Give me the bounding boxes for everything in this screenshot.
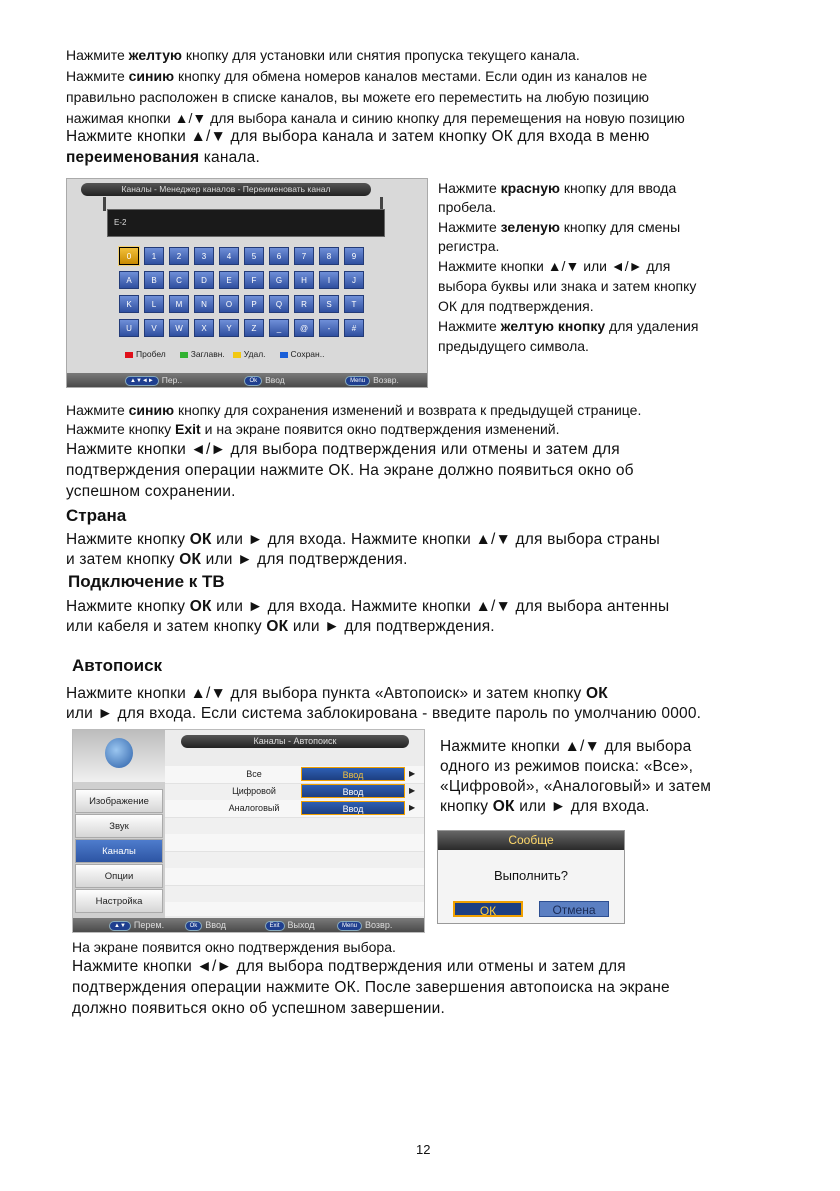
search-row-all[interactable]: Все Ввод ▶ — [246, 769, 416, 780]
text-line: должно появиться окно об успешном завершении. — [72, 1000, 446, 1017]
text-line: Нажмите красную кнопку для ввода — [438, 180, 677, 196]
keyboard-key[interactable]: 3 — [194, 247, 214, 265]
legend-save: Сохран.. — [280, 349, 325, 359]
text-line: На экране появится окно подтверждения выбора. — [72, 939, 396, 955]
text-line: Нажмите кнопку ОК или ► для входа. Нажмите кнопки ▲/▼ для выбора страны — [66, 531, 660, 548]
enter-button[interactable]: Ввод — [301, 801, 405, 815]
text-line: и затем кнопку ОК или ► для подтверждения. — [66, 551, 408, 568]
keyboard-key[interactable]: J — [344, 271, 364, 289]
keyboard-key[interactable]: X — [194, 319, 214, 337]
text-line: предыдущего символа. — [438, 338, 589, 354]
channel-name-field[interactable]: E-2 — [107, 209, 385, 237]
keyboard-key[interactable]: 5 — [244, 247, 264, 265]
keyboard-key[interactable]: F — [244, 271, 264, 289]
page-number: 12 — [416, 1142, 431, 1157]
red-key-icon — [125, 352, 133, 358]
text-line: Нажмите кнопку ОК или ► для входа. Нажмите кнопки ▲/▼ для выбора антенны — [66, 598, 670, 615]
arrows-pill-icon: ▲▼◄► — [125, 376, 159, 386]
section-heading-tv-connection: Подключение к ТВ — [68, 572, 225, 591]
keyboard-key[interactable]: E — [219, 271, 239, 289]
keyboard-key[interactable]: M — [169, 295, 189, 313]
sidebar-item-sound[interactable]: Звук — [75, 814, 163, 838]
confirm-dialog — [437, 830, 625, 924]
keyboard-key[interactable]: _ — [269, 319, 289, 337]
keyboard-key[interactable]: A — [119, 271, 139, 289]
section-heading-autosearch: Автопоиск — [72, 656, 163, 675]
keyboard-key[interactable]: L — [144, 295, 164, 313]
keyboard-key[interactable]: # — [344, 319, 364, 337]
settings-sidebar — [73, 730, 165, 918]
keyboard-key[interactable]: K — [119, 295, 139, 313]
keyboard-key[interactable]: Z — [244, 319, 264, 337]
text-line: переименования канала. — [66, 149, 261, 166]
screen-footer: ▲▼◄► Пер.. Ok Ввод Menu Возвр. — [67, 373, 427, 387]
keyboard-key[interactable]: 4 — [219, 247, 239, 265]
text-line: Нажмите кнопки ◄/► для выбора подтверждения или отмены и затем для — [72, 958, 626, 975]
color-key-legend — [125, 349, 324, 359]
keyboard-key[interactable]: V — [144, 319, 164, 337]
ok-button[interactable]: ОК — [453, 901, 523, 917]
keyboard-key[interactable]: C — [169, 271, 189, 289]
sidebar-item-options[interactable]: Опции — [75, 864, 163, 888]
keyboard-key[interactable]: 8 — [319, 247, 339, 265]
section-heading-country: Страна — [66, 506, 127, 525]
search-row-analog[interactable]: Аналоговый Ввод ▶ — [228, 803, 416, 814]
arrows-pill-icon: ▲▼ — [109, 921, 131, 931]
cancel-button[interactable]: Отмена — [539, 901, 609, 917]
text-line: Нажмите кнопки ▲/▼ для выбора канала и затем кнопку ОК для входа в меню — [66, 128, 650, 145]
screen-footer: ▲▼ Перем. Ok Ввод Exit Выход Menu Возвр. — [73, 918, 424, 932]
text-line: ОК для подтверждения. — [438, 298, 594, 314]
arrow-right-icon: ▶ — [409, 803, 416, 812]
text-line: одного из режимов поиска: «Все», — [440, 758, 694, 775]
screen-title: Каналы - Автопоиск — [181, 735, 409, 748]
screen-title: Каналы - Менеджер каналов - Переименовать канал — [81, 183, 371, 196]
green-key-icon — [180, 352, 188, 358]
keyboard-key[interactable]: H — [294, 271, 314, 289]
dialog-message: Выполнить? — [494, 868, 568, 883]
keyboard-key[interactable]: 6 — [269, 247, 289, 265]
keyboard-key[interactable]: P — [244, 295, 264, 313]
keyboard-key[interactable]: @ — [294, 319, 314, 337]
text-line: подтверждения операции нажмите ОК. На экране должно появиться окно об — [66, 462, 634, 479]
search-row-digital[interactable]: Цифровой Ввод ▶ — [232, 786, 416, 797]
sidebar-item-channels[interactable]: Каналы — [75, 839, 163, 863]
keyboard-key[interactable]: T — [344, 295, 364, 313]
keyboard-key[interactable]: R — [294, 295, 314, 313]
keyboard-key[interactable]: G — [269, 271, 289, 289]
menu-pill-icon: Menu — [337, 921, 362, 931]
keyboard-key[interactable]: Q — [269, 295, 289, 313]
keyboard-key[interactable]: 0 — [119, 247, 139, 265]
autosearch-screenshot — [72, 729, 425, 933]
text-line: Нажмите кнопки ▲/▼ для выбора — [440, 738, 692, 755]
enter-button[interactable]: Ввод — [301, 767, 405, 781]
legend-space: Пробел — [125, 349, 166, 359]
text-line: Нажмите кнопки ▲/▼ или ◄/► для — [438, 258, 671, 274]
text-line: правильно расположен в списке каналов, вы можете его переместить на любую позицию — [66, 89, 650, 105]
text-line: Нажмите кнопки ▲/▼ для выбора пункта «Автопоиск» и затем кнопку ОК — [66, 685, 608, 702]
text-line: регистра. — [438, 238, 500, 254]
legend-caps: Заглавн. — [180, 349, 225, 359]
sidebar-item-picture[interactable]: Изображение — [75, 789, 163, 813]
sidebar-item-setup[interactable]: Настройка — [75, 889, 163, 913]
ok-pill-icon: Ok — [244, 376, 262, 386]
keyboard-key[interactable]: 2 — [169, 247, 189, 265]
yellow-key-icon — [233, 352, 241, 358]
keyboard-key[interactable]: Y — [219, 319, 239, 337]
text-line: «Цифровой», «Аналоговый» и затем — [440, 778, 712, 795]
keyboard-key[interactable]: O — [219, 295, 239, 313]
keyboard-key[interactable]: - — [319, 319, 339, 337]
virtual-keyboard — [119, 247, 379, 343]
text-line: успешном сохранении. — [66, 483, 236, 500]
text-line: Нажмите кнопки ◄/► для выбора подтверждения или отмены и затем для — [66, 441, 620, 458]
text-line: подтверждения операции нажмите ОК. После завершения автопоиска на экране — [72, 979, 670, 996]
enter-button[interactable]: Ввод — [301, 784, 405, 798]
text-line: кнопку ОК или ► для входа. — [440, 798, 650, 815]
text-line: или кабеля и затем кнопку ОК или ► для подтверждения. — [66, 618, 495, 635]
text-line: Нажмите желтую кнопку для установки или снятия пропуска текущего канала. — [66, 47, 580, 63]
keyboard-key[interactable]: W — [169, 319, 189, 337]
blue-key-icon — [280, 352, 288, 358]
legend-delete: Удал. — [233, 349, 266, 359]
text-line: Нажмите кнопку Exit и на экране появится окно подтверждения изменений. — [66, 421, 560, 437]
keyboard-key[interactable]: U — [119, 319, 139, 337]
arrow-right-icon: ▶ — [409, 786, 416, 795]
keyboard-key[interactable]: 1 — [144, 247, 164, 265]
keyboard-key[interactable]: D — [194, 271, 214, 289]
text-line: выбора буквы или знака и затем кнопку — [438, 278, 697, 294]
rename-channel-screenshot — [66, 178, 428, 388]
text-line: нажимая кнопки ▲/▼ для выбора канала и синию кнопку для перемещения на новую позицию — [66, 110, 685, 126]
dialog-title: Сообще — [438, 831, 624, 850]
text-line: Нажмите синию кнопку для обмена номеров каналов местами. Если один из каналов не — [66, 68, 648, 84]
text-line: Нажмите зеленую кнопку для смены — [438, 219, 681, 235]
keyboard-key[interactable]: N — [194, 295, 214, 313]
exit-pill-icon: Exit — [265, 921, 285, 931]
text-line: или ► для входа. Если система заблокирована - введите пароль по умолчанию 0000. — [66, 705, 702, 722]
keyboard-key[interactable]: B — [144, 271, 164, 289]
arrow-right-icon: ▶ — [409, 769, 416, 778]
ok-pill-icon: Ok — [185, 921, 203, 931]
satellite-icon — [73, 730, 165, 782]
keyboard-key[interactable]: S — [319, 295, 339, 313]
keyboard-key[interactable]: I — [319, 271, 339, 289]
text-line: Нажмите желтую кнопку для удаления — [438, 318, 699, 334]
text-line: Нажмите синию кнопку для сохранения изменений и возврата к предыдущей странице. — [66, 402, 642, 418]
menu-pill-icon: Menu — [345, 376, 370, 386]
keyboard-key[interactable]: 9 — [344, 247, 364, 265]
keyboard-key[interactable]: 7 — [294, 247, 314, 265]
text-line: пробела. — [438, 199, 497, 215]
